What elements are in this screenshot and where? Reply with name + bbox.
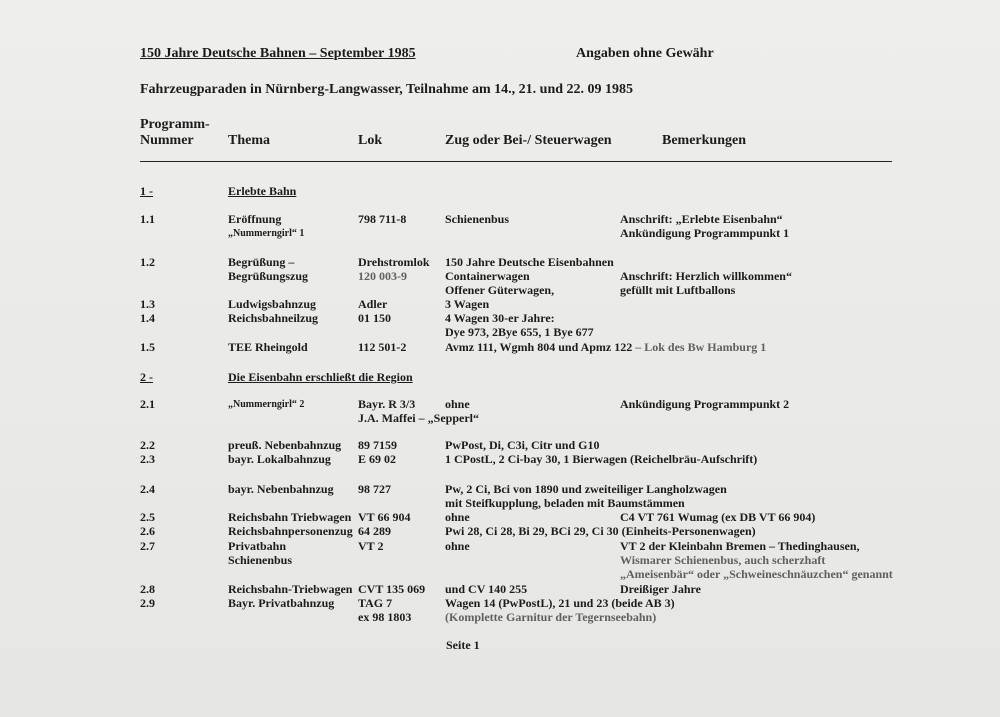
row-number: 2.4	[140, 482, 155, 496]
row-number: 2.2	[140, 438, 155, 452]
header-divider	[140, 161, 892, 162]
row-lok: VT 2	[358, 539, 384, 553]
row-lok: TAG 7	[358, 596, 393, 610]
row-thema: bayr. Nebenbahnzug	[228, 482, 334, 496]
row-thema: „Nummerngirl“ 1	[228, 228, 305, 239]
row-thema: Privatbahn	[228, 539, 287, 553]
row-bemerkungen: Wismarer Schienenbus, auch scherzhaft	[620, 553, 826, 567]
row-zug: ohne	[445, 397, 470, 411]
row-zug-main: Avmz 111, Wgmh 804 und Apmz 122	[445, 340, 633, 354]
row-zug: Wagen 14 (PwPostL), 21 und 23 (beide AB 3)	[445, 596, 675, 610]
row-number: 1.4	[140, 311, 155, 325]
row-thema: TEE Rheingold	[228, 340, 308, 354]
row-thema: Begrüßungszug	[228, 269, 309, 283]
row-zug: und CV 140 255	[445, 582, 528, 596]
row-number: 1.5	[140, 340, 155, 354]
row-zug: Pw, 2 Ci, Bci von 1890 und zweiteiliger Langholzwagen	[445, 482, 727, 496]
row-bemerkungen: VT 2 der Kleinbahn Bremen – Thedinghausen,	[620, 539, 860, 553]
row-number: 2.6	[140, 524, 155, 538]
column-header-bemerkungen: Bemerkungen	[662, 133, 746, 148]
row-lok: 120 003-9	[358, 269, 407, 283]
row-zug-note: – Lok des Bw Hamburg 1	[632, 340, 767, 354]
row-lok: 798 711-8	[358, 212, 407, 226]
document-title: 150 Jahre Deutsche Bahnen – September 1985	[140, 46, 416, 61]
row-thema: Eröffnung	[228, 212, 282, 226]
row-bemerkungen: „Ameisenbär“ oder „Schweineschnäuzchen“ genannt	[620, 567, 893, 581]
row-lok: VT 66 904	[358, 510, 411, 524]
section-title: Erlebte Bahn	[228, 184, 297, 198]
row-bemerkungen: Ankündigung Programmpunkt 2	[620, 397, 790, 411]
row-number: 2.7	[140, 539, 155, 553]
row-thema: Reichsbahnpersonenzug	[228, 524, 353, 538]
row-number: 1.3	[140, 297, 155, 311]
row-bemerkungen: Anschrift: „Erlebte Eisenbahn“	[620, 212, 783, 226]
column-header-zug: Zug oder Bei-/ Steuerwagen	[445, 133, 612, 148]
column-header-program: Programm-	[140, 117, 210, 132]
row-thema: Begrüßung –	[228, 255, 295, 269]
row-lok: J.A. Maffei – „Sepperl“	[358, 411, 479, 425]
column-header-number: Nummer	[140, 133, 194, 148]
row-bemerkungen: Dreißiger Jahre	[620, 582, 701, 596]
page-number: Seite 1	[446, 638, 480, 652]
row-thema: bayr. Lokalbahnzug	[228, 452, 331, 466]
section-number: 2 -	[140, 370, 153, 384]
row-thema: Reichsbahn-Triebwagen	[228, 582, 353, 596]
row-lok: 01 150	[358, 311, 391, 325]
row-bemerkungen: gefüllt mit Luftballons	[620, 283, 736, 297]
row-number: 2.9	[140, 596, 155, 610]
row-zug: mit Steifkupplung, beladen mit Baumstämmen	[445, 496, 685, 510]
row-number: 2.1	[140, 397, 155, 411]
row-thema: preuß. Nebenbahnzug	[228, 438, 342, 452]
column-header-lok: Lok	[358, 133, 383, 148]
row-number: 2.5	[140, 510, 155, 524]
row-bemerkungen: Ankündigung Programmpunkt 1	[620, 226, 790, 240]
row-number: 1.2	[140, 255, 155, 269]
row-lok: 98 727	[358, 482, 391, 496]
row-zug: Pwi 28, Ci 28, Bi 29, BCi 29, Ci 30 (Einheits-Personenwagen)	[445, 524, 756, 538]
row-lok: Adler	[358, 297, 388, 311]
document-subtitle: Fahrzeugparaden in Nürnberg-Langwasser, Teilnahme am 14., 21. und 22. 09 1985	[140, 82, 634, 97]
row-thema: Bayr. Privatbahnzug	[228, 596, 335, 610]
row-lok: 112 501-2	[358, 340, 407, 354]
row-lok: Drehstromlok	[358, 255, 430, 269]
row-zug: Containerwagen	[445, 269, 530, 283]
row-thema: „Nummerngirl“ 2	[228, 399, 305, 410]
row-zug: 4 Wagen 30-er Jahre:	[445, 311, 555, 325]
row-zug: (Komplette Garnitur der Tegernseebahn)	[445, 610, 657, 624]
row-zug: ohne	[445, 510, 470, 524]
row-zug	[445, 340, 766, 354]
row-thema: Ludwigsbahnzug	[228, 297, 317, 311]
row-zug: 1 CPostL, 2 Ci-bay 30, 1 Bierwagen (Reichelbräu-Aufschrift)	[445, 452, 758, 466]
row-zug: Offener Güterwagen,	[445, 283, 555, 297]
row-thema: Reichsbahn Triebwagen	[228, 510, 352, 524]
disclaimer: Angaben ohne Gewähr	[576, 46, 714, 61]
row-thema: Schienenbus	[228, 553, 293, 567]
row-zug: PwPost, Di, C3i, Citr und G10	[445, 438, 600, 452]
row-bemerkungen: Anschrift: Herzlich willkommen“	[620, 269, 792, 283]
section-number: 1 -	[140, 184, 153, 198]
row-lok: Bayr. R 3/3	[358, 397, 416, 411]
row-lok: E 69 02	[358, 452, 397, 466]
row-zug: Dye 973, 2Bye 655, 1 Bye 677	[445, 325, 594, 339]
row-zug: 3 Wagen	[445, 297, 490, 311]
row-lok: 64 289	[358, 524, 391, 538]
row-bemerkungen: C4 VT 761 Wumag (ex DB VT 66 904)	[620, 510, 816, 524]
row-lok: ex 98 1803	[358, 610, 412, 624]
row-lok: 89 7159	[358, 438, 397, 452]
row-zug: 150 Jahre Deutsche Eisenbahnen	[445, 255, 614, 269]
row-number: 1.1	[140, 212, 155, 226]
section-title: Die Eisenbahn erschließt die Region	[228, 370, 413, 384]
row-number: 2.3	[140, 452, 155, 466]
row-lok: CVT 135 069	[358, 582, 426, 596]
row-zug: Schienenbus	[445, 212, 510, 226]
row-thema: Reichsbahneilzug	[228, 311, 319, 325]
column-header-thema: Thema	[228, 133, 270, 148]
row-number: 2.8	[140, 582, 155, 596]
row-zug: ohne	[445, 539, 470, 553]
